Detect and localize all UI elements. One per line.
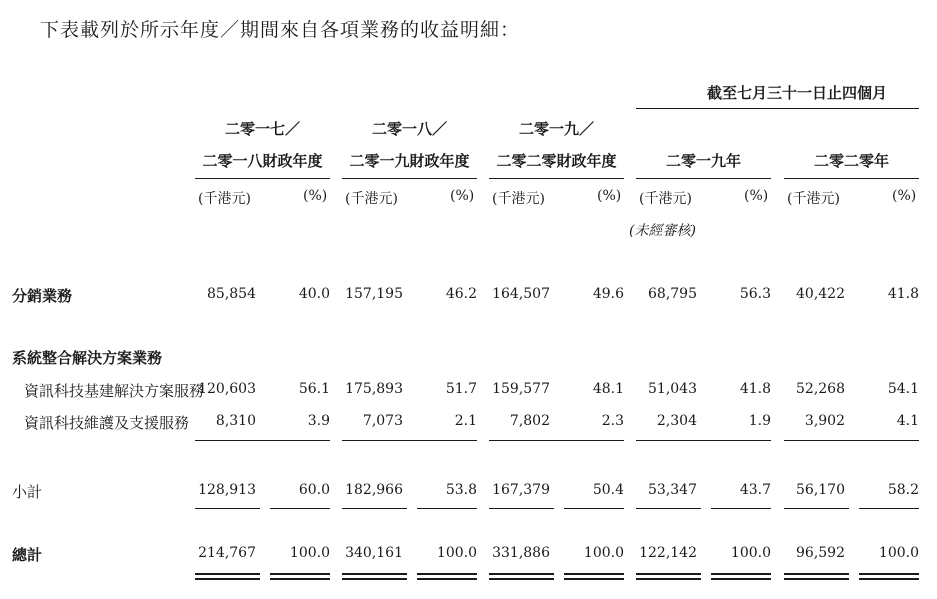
total-double-rule bbox=[859, 578, 919, 580]
table-cell: 2.3 bbox=[601, 413, 624, 429]
table-cell: 48.1 bbox=[592, 381, 624, 397]
unit-amount-2: (千港元) bbox=[345, 191, 398, 207]
table-cell: 54.1 bbox=[887, 381, 919, 397]
period-header-3-line1: 二零一九／ bbox=[518, 120, 594, 138]
header-rule-2 bbox=[342, 178, 477, 179]
total-double-rule bbox=[195, 573, 260, 575]
subtotal-bottom-rule bbox=[564, 508, 624, 509]
table-cell: 3.9 bbox=[307, 413, 330, 429]
header-rule-3 bbox=[489, 178, 624, 179]
subtotal-bottom-rule bbox=[417, 508, 477, 509]
table-cell: 7,073 bbox=[362, 413, 403, 429]
table-cell: 85,854 bbox=[207, 286, 256, 302]
total-double-rule bbox=[270, 578, 330, 580]
unit-pct-3: (%) bbox=[597, 188, 622, 204]
total-double-rule bbox=[636, 573, 701, 575]
table-cell: 340,161 bbox=[345, 545, 403, 561]
unit-amount-1: (千港元) bbox=[198, 191, 251, 207]
total-double-rule bbox=[342, 573, 407, 575]
subtotal-bottom-rule bbox=[711, 508, 771, 509]
subtotal-rule bbox=[784, 440, 919, 441]
total-double-rule bbox=[564, 573, 624, 575]
unit-amount-3: (千港元) bbox=[492, 191, 545, 207]
total-double-rule bbox=[417, 573, 477, 575]
row-label-it-maint: 資訊科技維護及支援服務 bbox=[24, 414, 190, 432]
header-rule-4 bbox=[636, 178, 771, 179]
table-cell: 100.0 bbox=[878, 545, 919, 561]
table-cell: 214,767 bbox=[198, 545, 256, 561]
unit-amount-5: (千港元) bbox=[787, 191, 840, 207]
row-label-subtotal: 小計 bbox=[12, 483, 43, 501]
total-double-rule bbox=[636, 578, 701, 580]
table-cell: 96,592 bbox=[796, 545, 845, 561]
subtotal-bottom-rule bbox=[636, 508, 701, 509]
table-cell: 100.0 bbox=[289, 545, 330, 561]
table-cell: 51.7 bbox=[445, 381, 477, 397]
period-header-4: 二零一九年 bbox=[665, 152, 741, 170]
header-rule-1 bbox=[195, 178, 330, 179]
table-cell: 52,268 bbox=[796, 381, 845, 397]
period-header-5: 二零二零年 bbox=[813, 152, 889, 170]
table-cell: 56.1 bbox=[298, 381, 330, 397]
table-cell: 331,886 bbox=[492, 545, 550, 561]
total-double-rule bbox=[711, 578, 771, 580]
subtotal-bottom-rule bbox=[270, 508, 330, 509]
total-double-rule bbox=[784, 573, 849, 575]
total-double-rule bbox=[711, 573, 771, 575]
table-cell: 60.0 bbox=[298, 482, 330, 498]
unaudited-note: (未經審核) bbox=[629, 223, 696, 239]
table-cell: 41.8 bbox=[739, 381, 771, 397]
total-double-rule bbox=[270, 573, 330, 575]
total-double-rule bbox=[564, 578, 624, 580]
subtotal-bottom-rule bbox=[784, 508, 849, 509]
total-double-rule bbox=[417, 578, 477, 580]
table-cell: 157,195 bbox=[345, 286, 403, 302]
unit-pct-1: (%) bbox=[303, 188, 328, 204]
table-cell: 167,379 bbox=[492, 482, 550, 498]
table-cell: 1.9 bbox=[748, 413, 771, 429]
subtotal-bottom-rule bbox=[859, 508, 919, 509]
unit-pct-5: (%) bbox=[892, 188, 917, 204]
table-cell: 2,304 bbox=[656, 413, 697, 429]
subtotal-bottom-rule bbox=[195, 508, 260, 509]
table-cell: 40.0 bbox=[298, 286, 330, 302]
total-double-rule bbox=[859, 573, 919, 575]
row-label-distribution: 分銷業務 bbox=[12, 287, 73, 305]
table-cell: 43.7 bbox=[739, 482, 771, 498]
row-label-it-infra: 資訊科技基建解決方案服務 bbox=[24, 382, 205, 400]
period-header-3-line2: 二零二零財政年度 bbox=[496, 152, 617, 170]
table-cell: 2.1 bbox=[454, 413, 477, 429]
table-cell: 100.0 bbox=[730, 545, 771, 561]
table-cell: 164,507 bbox=[492, 286, 550, 302]
period-header-1-line1: 二零一七／ bbox=[224, 120, 300, 138]
table-cell: 7,802 bbox=[509, 413, 550, 429]
unit-pct-2: (%) bbox=[450, 188, 475, 204]
table-cell: 46.2 bbox=[445, 286, 477, 302]
total-double-rule bbox=[342, 578, 407, 580]
table-cell: 122,142 bbox=[639, 545, 697, 561]
table-cell: 8,310 bbox=[215, 413, 256, 429]
table-cell: 56.3 bbox=[739, 286, 771, 302]
total-double-rule bbox=[489, 578, 554, 580]
table-cell: 4.1 bbox=[896, 413, 919, 429]
four-month-title: 截至七月三十一日止四個月 bbox=[706, 84, 887, 102]
subtotal-rule bbox=[489, 440, 624, 441]
four-month-rule bbox=[636, 108, 919, 109]
period-header-2-line1: 二零一八／ bbox=[371, 120, 447, 138]
table-cell: 41.8 bbox=[887, 286, 919, 302]
table-cell: 100.0 bbox=[583, 545, 624, 561]
table-cell: 53.8 bbox=[445, 482, 477, 498]
table-cell: 51,043 bbox=[648, 381, 697, 397]
header-rule-5 bbox=[784, 178, 919, 179]
row-label-total: 總計 bbox=[12, 546, 43, 564]
intro-text: 下表載列於所示年度／期間來自各項業務的收益明細： bbox=[40, 19, 521, 41]
subtotal-rule bbox=[195, 440, 330, 441]
subtotal-bottom-rule bbox=[342, 508, 407, 509]
table-cell: 68,795 bbox=[648, 286, 697, 302]
row-label-si-heading: 系統整合解決方案業務 bbox=[12, 349, 163, 367]
unit-pct-4: (%) bbox=[744, 188, 769, 204]
table-cell: 49.6 bbox=[592, 286, 624, 302]
total-double-rule bbox=[489, 573, 554, 575]
subtotal-bottom-rule bbox=[489, 508, 554, 509]
table-cell: 50.4 bbox=[592, 482, 624, 498]
table-cell: 159,577 bbox=[492, 381, 550, 397]
table-cell: 3,902 bbox=[804, 413, 845, 429]
period-header-1-line2: 二零一八財政年度 bbox=[202, 152, 323, 170]
total-double-rule bbox=[195, 578, 260, 580]
subtotal-rule bbox=[636, 440, 771, 441]
table-cell: 40,422 bbox=[796, 286, 845, 302]
table-cell: 128,913 bbox=[198, 482, 256, 498]
unit-amount-4: (千港元) bbox=[639, 191, 692, 207]
subtotal-rule bbox=[342, 440, 477, 441]
table-cell: 100.0 bbox=[436, 545, 477, 561]
total-double-rule bbox=[784, 578, 849, 580]
table-cell: 175,893 bbox=[345, 381, 403, 397]
period-header-2-line2: 二零一九財政年度 bbox=[349, 152, 470, 170]
table-cell: 58.2 bbox=[887, 482, 919, 498]
table-cell: 182,966 bbox=[345, 482, 403, 498]
table-cell: 53,347 bbox=[648, 482, 697, 498]
table-cell: 56,170 bbox=[796, 482, 845, 498]
table-cell: 120,603 bbox=[198, 381, 256, 397]
